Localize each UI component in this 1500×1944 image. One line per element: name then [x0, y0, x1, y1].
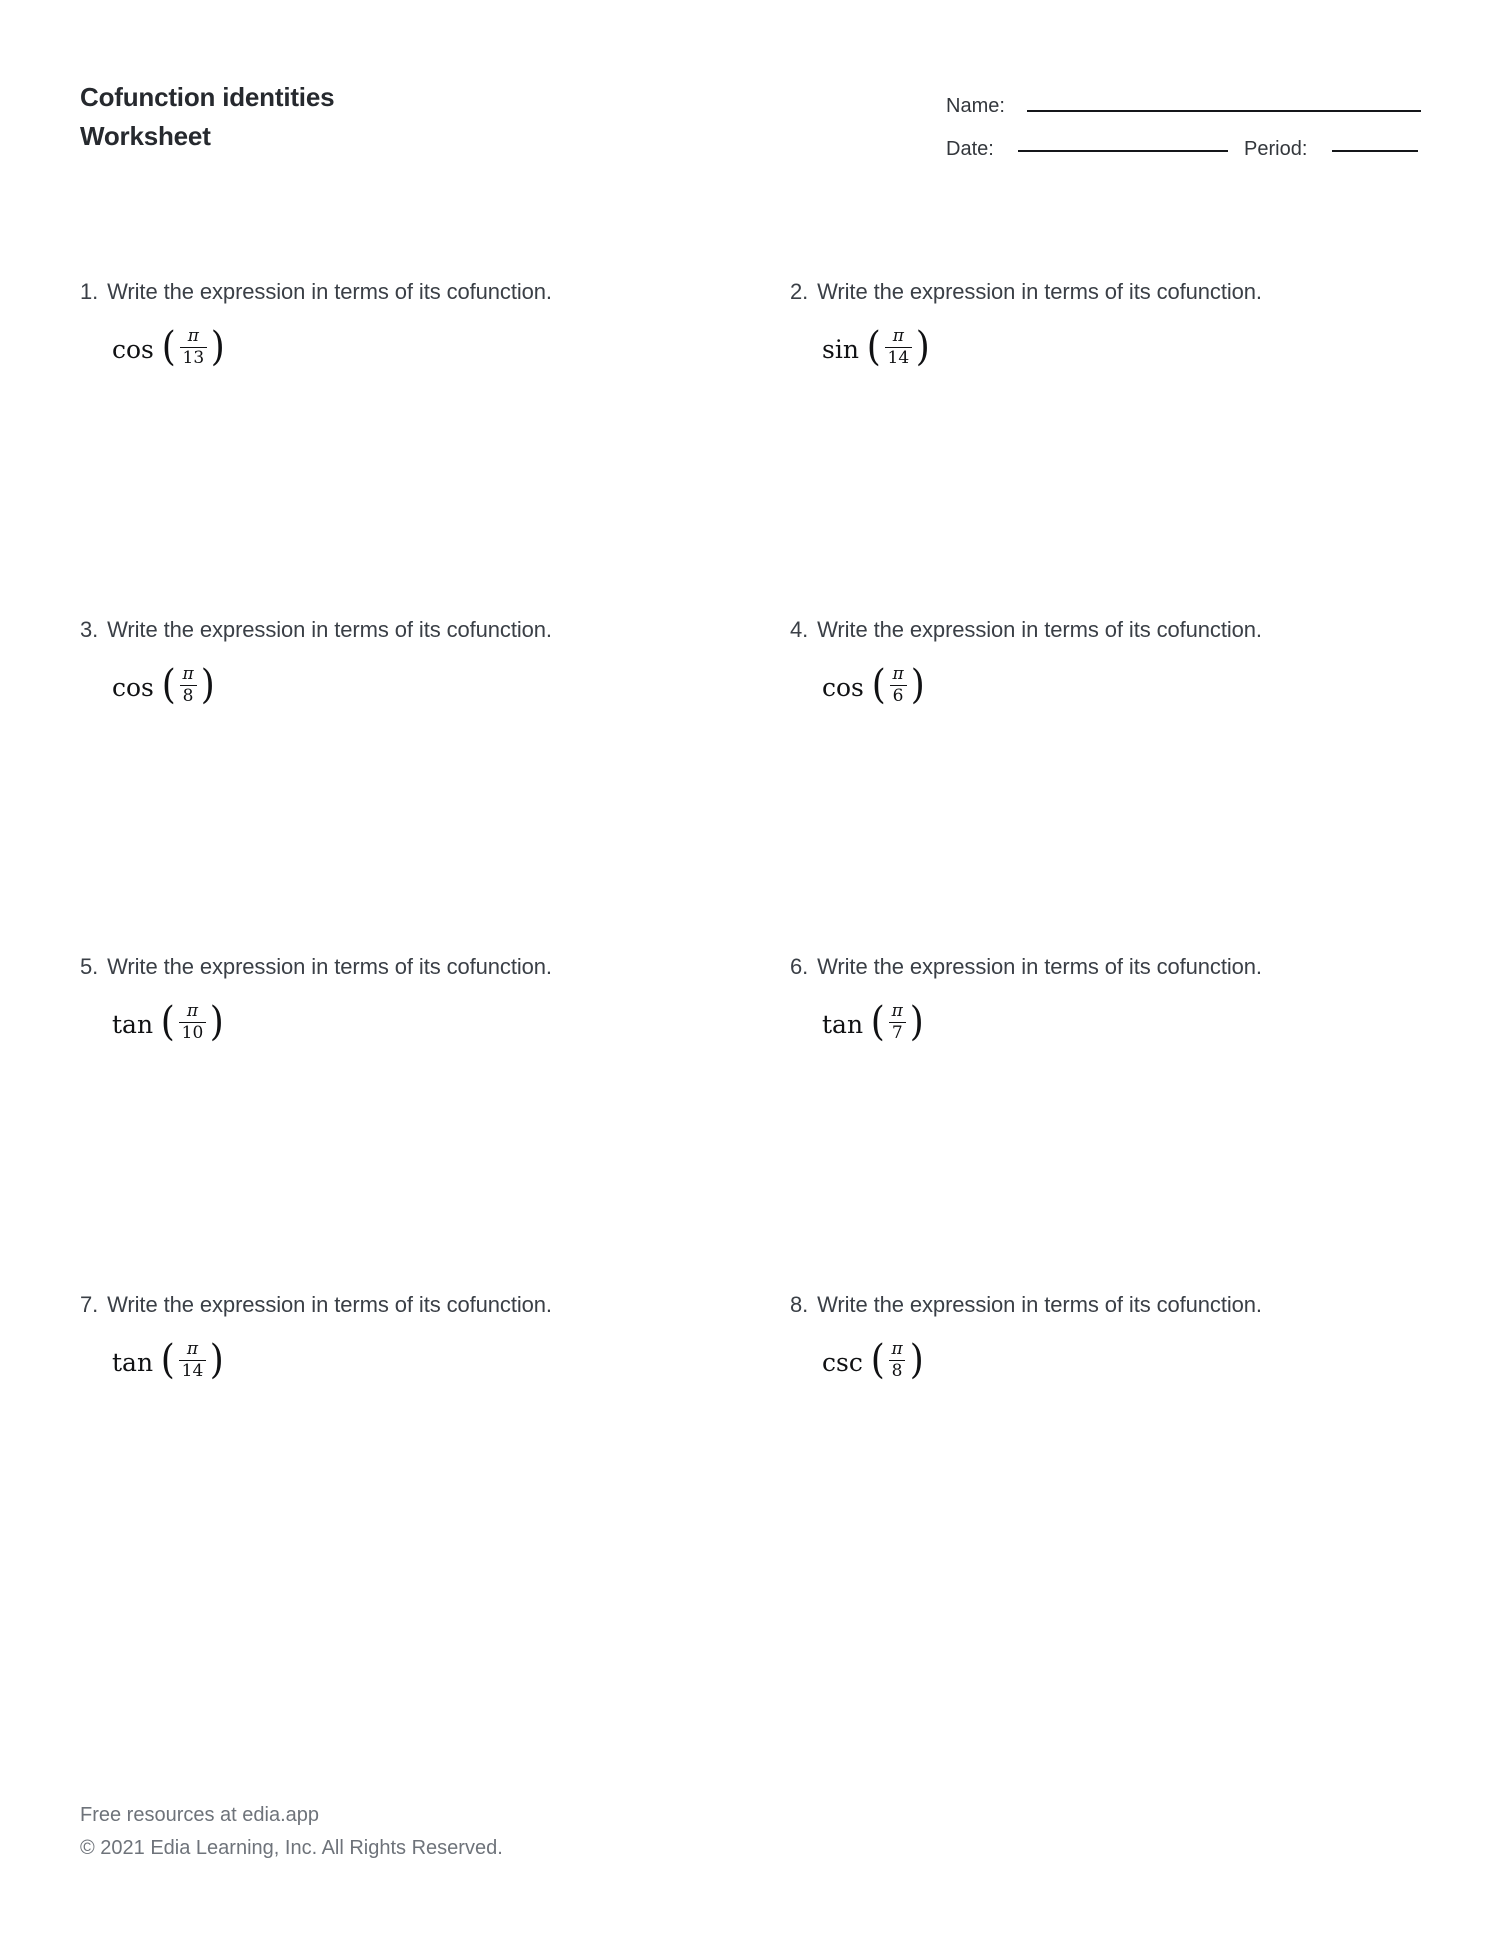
problem-8	[790, 1290, 1440, 1382]
left-paren: (	[870, 999, 885, 1045]
right-paren: )	[210, 999, 225, 1045]
problem-prompt-text: Write the expression in terms of its cofunction.	[107, 954, 552, 979]
period-label: Period:	[1244, 138, 1308, 160]
right-paren: )	[200, 662, 215, 708]
fraction-numerator: π	[891, 1338, 903, 1359]
period-blank-line	[1332, 150, 1418, 152]
fraction-denominator: 7	[889, 1022, 906, 1042]
problem-prompt	[80, 277, 790, 307]
fraction	[180, 325, 208, 368]
fraction	[888, 1338, 905, 1381]
date-blank-line	[1018, 150, 1228, 152]
math-expression	[822, 663, 925, 707]
footer-copyright-text: © 2021 Edia Learning, Inc. All Rights Reserved.	[80, 1837, 503, 1859]
left-paren: (	[871, 662, 886, 708]
problem-prompt-text: Write the expression in terms of its cofunction.	[107, 1292, 552, 1317]
problem-3	[80, 615, 790, 707]
left-paren: (	[161, 662, 176, 708]
fraction-numerator: π	[186, 1338, 199, 1359]
fraction-denominator: 14	[885, 347, 913, 367]
left-paren: (	[160, 999, 175, 1045]
fraction	[179, 1000, 207, 1043]
left-paren: (	[160, 1337, 175, 1383]
problem-number: 1.	[80, 279, 99, 304]
math-expression	[112, 663, 215, 707]
date-label: Date:	[946, 138, 994, 160]
problem-prompt-text: Write the expression in terms of its cofunction.	[817, 279, 1262, 304]
fraction-numerator: π	[892, 663, 904, 684]
fraction-numerator: π	[182, 663, 194, 684]
fraction	[180, 663, 197, 706]
problem-number: 6.	[790, 954, 809, 979]
problem-prompt	[790, 277, 1440, 307]
problem-prompt-text: Write the expression in terms of its cofunction.	[107, 279, 552, 304]
trig-function-name: tan	[822, 1009, 864, 1039]
problem-row-2	[80, 615, 1440, 707]
math-expression	[822, 1338, 924, 1382]
fraction-denominator: 8	[889, 1360, 906, 1380]
right-paren: )	[210, 324, 225, 370]
fraction-denominator: 8	[180, 685, 197, 705]
problem-prompt-text: Write the expression in terms of its cofunction.	[817, 617, 1262, 642]
problem-number: 4.	[790, 617, 809, 642]
trig-function-name: tan	[112, 1009, 154, 1039]
fraction	[179, 1338, 207, 1381]
page-title-line1: Cofunction identities	[80, 82, 335, 112]
fraction	[885, 325, 913, 368]
trig-function-name: cos	[112, 672, 154, 702]
fraction-numerator: π	[892, 325, 904, 346]
problem-prompt	[790, 615, 1440, 645]
problem-2	[790, 277, 1440, 369]
fraction-denominator: 10	[179, 1022, 207, 1042]
fraction-numerator: π	[891, 1000, 903, 1021]
problem-5	[80, 952, 790, 1044]
left-paren: (	[161, 324, 176, 370]
math-expression	[112, 1338, 225, 1382]
trig-function-name: sin	[822, 334, 859, 364]
footer-resources-text: Free resources at edia.app	[80, 1804, 320, 1826]
problem-prompt	[790, 952, 1440, 982]
left-paren: (	[870, 1337, 885, 1383]
page-title	[80, 78, 334, 156]
problem-6	[790, 952, 1440, 1044]
problem-number: 2.	[790, 279, 809, 304]
trig-function-name: cos	[822, 672, 864, 702]
left-paren: (	[866, 324, 881, 370]
right-paren: )	[210, 1337, 225, 1383]
fraction	[890, 663, 907, 706]
problem-number: 8.	[790, 1292, 809, 1317]
problem-row-3	[80, 952, 1440, 1044]
name-blank-line	[1027, 110, 1421, 112]
page-title-line2: Worksheet	[80, 121, 211, 151]
problem-row-4	[80, 1290, 1440, 1382]
trig-function-name: csc	[822, 1347, 863, 1377]
problem-number: 3.	[80, 617, 99, 642]
page-footer	[80, 1799, 503, 1865]
math-expression	[822, 325, 931, 369]
math-expression	[822, 1000, 924, 1044]
problem-prompt	[80, 615, 790, 645]
problem-prompt	[80, 952, 790, 982]
problem-number: 7.	[80, 1292, 99, 1317]
math-expression	[112, 1000, 225, 1044]
math-expression	[112, 325, 226, 369]
problem-prompt	[790, 1290, 1440, 1320]
fraction-denominator: 6	[890, 685, 907, 705]
problem-prompt-text: Write the expression in terms of its cofunction.	[817, 1292, 1262, 1317]
right-paren: )	[910, 662, 925, 708]
right-paren: )	[909, 999, 924, 1045]
problem-row-1	[80, 277, 1440, 369]
right-paren: )	[909, 1337, 924, 1383]
trig-function-name: tan	[112, 1347, 154, 1377]
problem-4	[790, 615, 1440, 707]
problem-1	[80, 277, 790, 369]
problem-number: 5.	[80, 954, 99, 979]
fraction	[889, 1000, 906, 1043]
problem-7	[80, 1290, 790, 1382]
right-paren: )	[915, 324, 931, 370]
problem-prompt-text: Write the expression in terms of its cofunction.	[107, 617, 552, 642]
fraction-numerator: π	[186, 1000, 199, 1021]
name-label: Name:	[946, 95, 1005, 117]
fraction-numerator: π	[187, 325, 199, 346]
trig-function-name: cos	[112, 334, 154, 364]
fraction-denominator: 14	[179, 1360, 207, 1380]
fraction-denominator: 13	[180, 347, 208, 367]
problem-prompt-text: Write the expression in terms of its cofunction.	[817, 954, 1262, 979]
problem-prompt	[80, 1290, 790, 1320]
